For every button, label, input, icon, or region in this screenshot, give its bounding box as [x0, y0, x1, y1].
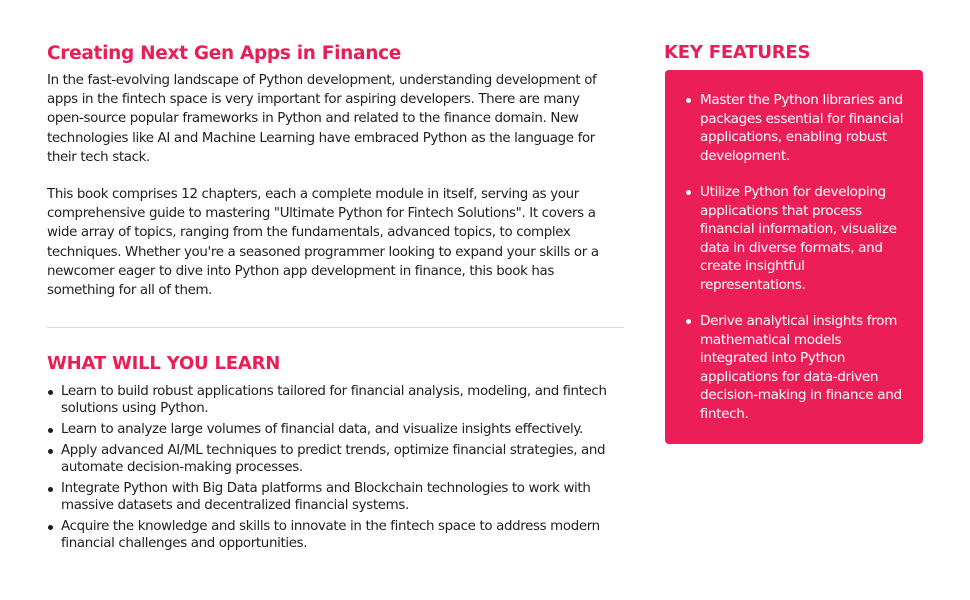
learn-item-text: Apply advanced AI/ML techniques to predict trends, optimize financial strategies, and automate decision-making processes.	[61, 443, 606, 475]
key-features-box	[665, 70, 923, 444]
bullet-icon	[686, 319, 691, 324]
section-divider	[47, 327, 624, 328]
feature-list-item	[665, 91, 905, 165]
feature-item-text: Master the Python libraries and packages essential for financial applications, enabling robust development.	[700, 92, 904, 164]
learn-item-text: Acquire the knowledge and skills to innovate in the fintech space to address modern financial challenges and opportunities.	[61, 519, 600, 551]
key-features-heading: KEY FEATURES	[664, 42, 811, 63]
feature-item-text: Utilize Python for developing applications that process financial information, visualize data in diverse formats, and create insightful representations.	[700, 184, 897, 293]
bullet-icon	[686, 190, 691, 195]
intro-paragraph-1: In the fast-evolving landscape of Python development, understanding development of apps in the fintech space is very important for aspiring developers. There are many open-source popular frameworks in Python and related to the finance domain. New technologies like AI and Machine Learning have embraced Python as the language for their tech stack.	[47, 73, 597, 165]
learn-list-item	[47, 442, 631, 476]
bullet-icon	[48, 390, 53, 395]
learn-list-item	[47, 383, 631, 417]
bullet-icon	[48, 487, 53, 492]
bullet-icon	[48, 449, 53, 454]
learn-item-text: Learn to analyze large volumes of financial data, and visualize insights effectively.	[61, 422, 583, 437]
learn-heading: WHAT WILL YOU LEARN	[47, 353, 281, 374]
feature-list-item	[665, 312, 905, 423]
key-features-header	[664, 40, 924, 66]
bullet-icon	[686, 98, 691, 103]
intro-paragraph-2: This book comprises 12 chapters, each a complete module in itself, serving as your comprehensive guide to mastering "Ultimate Python for Fintech Solutions". It covers a wide array of topics, ranging from the fundamentals, advanced topics, to complex techniques. Whether you're a seasoned programmer looking to expand your skills or a newcomer eager to dive into Python app development in finance, this book has something for all of them.	[47, 187, 599, 299]
learn-list-item	[47, 480, 631, 514]
bullet-icon	[48, 428, 53, 433]
learn-item-text: Integrate Python with Big Data platforms and Blockchain technologies to work with massive datasets and decentralized financial systems.	[61, 481, 591, 513]
learn-list	[47, 383, 637, 552]
learn-list-item	[47, 518, 631, 552]
page-title: Creating Next Gen Apps in Finance	[47, 43, 401, 64]
intro-section	[47, 41, 624, 300]
learn-list-item	[47, 421, 631, 438]
bullet-icon	[48, 525, 53, 530]
feature-item-text: Derive analytical insights from mathematical models integrated into Python applications for data-driven decision-making in finance and fintech.	[700, 313, 902, 422]
feature-list-item	[665, 183, 905, 294]
learn-item-text: Learn to build robust applications tailored for financial analysis, modeling, and fintech solutions using Python.	[61, 384, 607, 416]
features-list	[665, 70, 923, 423]
what-will-you-learn-section	[47, 351, 637, 556]
